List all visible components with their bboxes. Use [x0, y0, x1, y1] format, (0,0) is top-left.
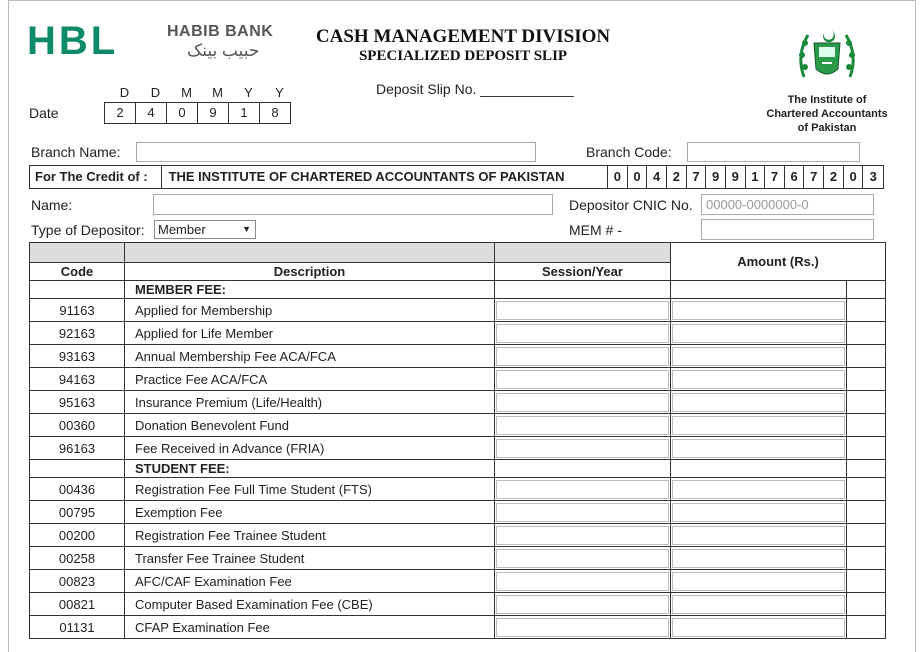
session-input[interactable]	[496, 549, 669, 568]
table-row	[30, 345, 886, 368]
page-title: CASH MANAGEMENT DIVISION	[315, 26, 611, 47]
fee-description: CFAP Examination Fee	[125, 616, 495, 639]
fee-code: 00200	[30, 524, 125, 547]
cnic-input[interactable]: 00000-0000000-0	[701, 194, 874, 215]
fee-code: 94163	[30, 368, 125, 391]
table-row	[30, 524, 886, 547]
depositor-type-label: Type of Depositor:	[31, 222, 145, 238]
account-digit: 7	[765, 166, 785, 188]
fee-code: 00360	[30, 414, 125, 437]
amount-header: Amount (Rs.)	[671, 243, 886, 281]
description-header: Description	[125, 263, 495, 281]
fee-description: AFC/CAF Examination Fee	[125, 570, 495, 593]
session-input[interactable]	[496, 416, 669, 435]
account-digit: 2	[667, 166, 687, 188]
fee-code: 00795	[30, 501, 125, 524]
fee-description: Annual Membership Fee ACA/FCA	[125, 345, 495, 368]
date-boxes	[104, 102, 291, 124]
mem-label: MEM # -	[569, 222, 622, 238]
fee-code: 91163	[30, 299, 125, 322]
table-row	[30, 478, 886, 501]
amount-input[interactable]	[672, 416, 845, 435]
table-row	[30, 391, 886, 414]
credit-label: For The Credit of :	[30, 166, 162, 188]
account-digit: 1	[746, 166, 766, 188]
date-digit[interactable]: 4	[136, 103, 167, 123]
section-title: STUDENT FEE:	[125, 460, 495, 478]
date-digit[interactable]: 8	[271, 105, 279, 120]
session-input[interactable]	[496, 572, 669, 591]
deposit-slip-page	[8, 0, 916, 652]
mem-input[interactable]	[701, 219, 874, 240]
session-header: Session/Year	[495, 263, 671, 281]
account-digit: 6	[785, 166, 805, 188]
fee-code: 00436	[30, 478, 125, 501]
session-input[interactable]	[496, 439, 669, 458]
amount-input[interactable]	[672, 301, 845, 320]
bank-name-urdu: حبیب بینک	[187, 41, 260, 60]
amount-input[interactable]	[672, 595, 845, 614]
branch-name-input[interactable]	[136, 142, 536, 162]
account-digit: 7	[804, 166, 824, 188]
account-digit: 2	[824, 166, 844, 188]
date-label: Date	[29, 105, 59, 121]
session-input[interactable]	[496, 480, 669, 499]
fee-description: Practice Fee ACA/FCA	[125, 368, 495, 391]
fee-description: Donation Benevolent Fund	[125, 414, 495, 437]
table-row	[30, 616, 886, 639]
fee-description: Applied for Life Member	[125, 322, 495, 345]
session-input[interactable]	[496, 301, 669, 320]
session-input[interactable]	[496, 393, 669, 412]
table-row	[30, 322, 886, 345]
branch-code-input[interactable]	[687, 142, 860, 162]
fee-description: Insurance Premium (Life/Health)	[125, 391, 495, 414]
table-row	[30, 299, 886, 322]
institute-name: The Institute of Chartered Accountants of Pakistan	[766, 94, 888, 134]
session-input[interactable]	[496, 595, 669, 614]
account-digit: 9	[706, 166, 726, 188]
amount-input[interactable]	[672, 480, 845, 499]
fee-description: Fee Received in Advance (FRIA)	[125, 437, 495, 460]
cnic-label: Depositor CNIC No.	[569, 197, 693, 213]
table-row	[30, 501, 886, 524]
name-input[interactable]	[153, 194, 553, 215]
session-input[interactable]	[496, 618, 669, 637]
branch-code-label: Branch Code:	[586, 144, 672, 160]
name-label: Name:	[31, 197, 73, 213]
fee-code: 95163	[30, 391, 125, 414]
account-digit: 3	[869, 169, 877, 184]
chevron-down-icon: ▼	[242, 224, 251, 234]
fee-description: Computer Based Examination Fee (CBE)	[125, 593, 495, 616]
branch-name-label: Branch Name:	[31, 144, 121, 160]
depositor-type-select[interactable]: Member ▼	[154, 220, 256, 239]
amount-input[interactable]	[672, 526, 845, 545]
fee-code: 96163	[30, 437, 125, 460]
fee-code: 01131	[30, 616, 125, 639]
fee-table-body	[30, 281, 886, 639]
amount-input[interactable]	[672, 393, 845, 412]
account-digit: 0	[628, 166, 648, 188]
date-digit[interactable]: 0	[167, 103, 198, 123]
amount-input[interactable]	[672, 370, 845, 389]
date-digit[interactable]: 2	[105, 103, 136, 123]
table-row	[30, 414, 886, 437]
code-header: Code	[30, 263, 125, 281]
table-row	[30, 593, 886, 616]
fee-description: Applied for Membership	[125, 299, 495, 322]
amount-input[interactable]	[672, 347, 845, 366]
fee-code: 00823	[30, 570, 125, 593]
account-digit: 4	[647, 166, 667, 188]
session-input[interactable]	[496, 370, 669, 389]
fee-table	[29, 242, 886, 639]
bank-name: HABIB BANK	[167, 23, 274, 40]
hbl-logo: HBL	[27, 19, 119, 63]
date-format-letters: D D M M Y Y	[119, 85, 284, 100]
date-digit[interactable]: 9	[198, 103, 229, 123]
fee-description: Exemption Fee	[125, 501, 495, 524]
session-input[interactable]	[496, 526, 669, 545]
amount-input[interactable]	[672, 572, 845, 591]
account-digit: 7	[687, 166, 707, 188]
page-subtitle: SPECIALIZED DEPOSIT SLIP	[358, 48, 568, 64]
table-row	[30, 570, 886, 593]
amount-input[interactable]	[672, 503, 845, 522]
date-digit[interactable]: 1	[229, 103, 260, 123]
fee-code: 00821	[30, 593, 125, 616]
session-input[interactable]	[496, 324, 669, 343]
account-digit: 0	[608, 166, 628, 188]
icap-emblem-icon	[792, 25, 862, 89]
account-digit: 0	[844, 166, 864, 188]
amount-input[interactable]	[672, 549, 845, 568]
section-title: MEMBER FEE:	[125, 281, 495, 299]
amount-input[interactable]	[672, 324, 845, 343]
session-input[interactable]	[496, 503, 669, 522]
fee-description: Registration Fee Trainee Student	[125, 524, 495, 547]
section-row	[30, 281, 886, 299]
credit-account-name: THE INSTITUTE OF CHARTERED ACCOUNTANTS OF PAKISTAN	[162, 166, 609, 188]
fee-code: 92163	[30, 322, 125, 345]
fee-code: 93163	[30, 345, 125, 368]
table-row	[30, 368, 886, 391]
fee-description: Transfer Fee Trainee Student	[125, 547, 495, 570]
table-row	[30, 437, 886, 460]
table-row	[30, 547, 886, 570]
amount-input[interactable]	[672, 618, 845, 637]
account-digit: 9	[726, 166, 746, 188]
fee-code: 00258	[30, 547, 125, 570]
deposit-slip-no-label: Deposit Slip No. ____________	[376, 81, 574, 97]
session-input[interactable]	[496, 347, 669, 366]
credit-account-row	[29, 165, 884, 189]
fee-description: Registration Fee Full Time Student (FTS)	[125, 478, 495, 501]
amount-input[interactable]	[672, 439, 845, 458]
section-row	[30, 460, 886, 478]
